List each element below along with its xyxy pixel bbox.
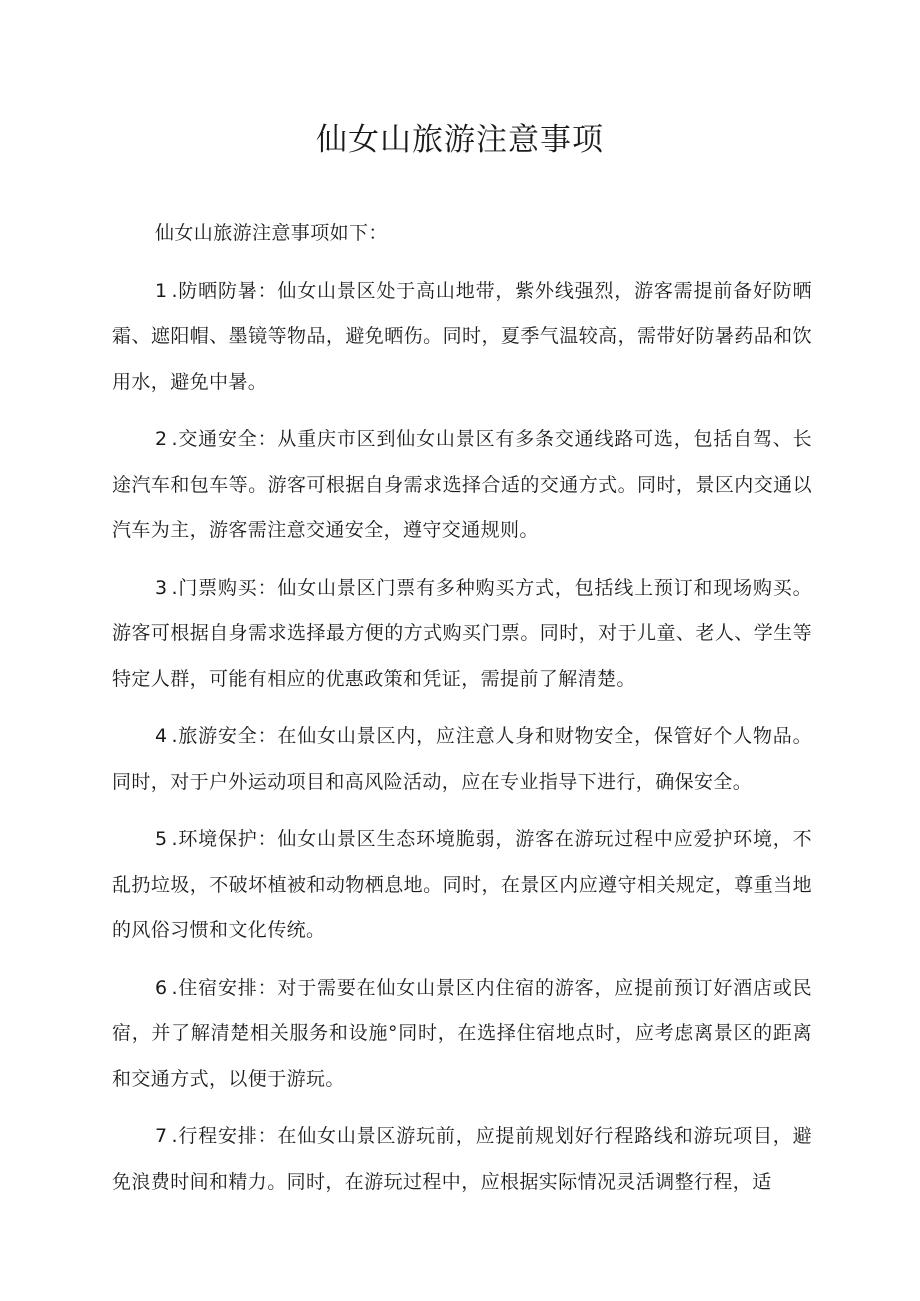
item-text: .交通安全：从重庆市区到仙女山景区有多条交通线路可选，包括自驾、长途汽车和包车等。游客可根据自身需求选择合适的交通方式。同时，景区内交通以汽车为主，游客需注意交通安全，遵守交通规则。 <box>112 428 812 541</box>
item-number: 6 <box>155 976 168 999</box>
list-item <box>112 714 812 805</box>
item-text: .门票购买：仙女山景区门票有多种购买方式，包括线上预订和现场购买。游客可根据自身需求选择最方便的方式购买门票。同时，对于儿童、老人、学生等特定人群，可能有相应的优惠政策和凭证，需提前了解清楚。 <box>112 576 812 690</box>
list-item <box>112 269 812 406</box>
item-text: .环境保护：仙女山景区生态环境脆弱，游客在游玩过程中应爱护环境，不乱扔垃圾，不破坏植被和动物栖息地。同时，在景区内应遵守相关规定，尊重当地的风俗习惯和文化传统。 <box>112 828 812 941</box>
list-item <box>112 817 812 954</box>
list-item <box>112 966 812 1103</box>
item-number: 5 <box>155 828 168 850</box>
item-text: .行程安排：在仙女山景区游玩前，应提前规划好行程路线和游玩项目，避免浪费时间和精力。同时，在游玩过程中，应根据实际情况灵活调整行程，适 <box>112 1125 812 1193</box>
list-item <box>112 417 812 554</box>
list-item <box>112 566 812 703</box>
item-text: .住宿安排：对于需要在仙女山景区内住宿的游客，应提前预订好酒店或民宿，并了解清楚相关服务和设施°同时，在选择住宿地点时，应考虑离景区的距离和交通方式，以便于游玩。 <box>112 976 812 1090</box>
item-text: .防晒防暑：仙女山景区处于高山地带，紫外线强烈，游客需提前备好防晒霜、遮阳帽、墨镜等物品，避免晒伤。同时，夏季气温较高，需带好防暑药品和饮用水，避免中暑。 <box>112 279 812 393</box>
list-item <box>112 1114 812 1205</box>
item-number: 3 <box>155 576 168 599</box>
intro-paragraph: 仙女山旅游注意事项如下： <box>155 222 388 244</box>
item-text: .旅游安全：在仙女山景区内，应注意人身和财物安全，保管好个人物品。同时，对于户外运动项目和高风险活动，应在专业指导下进行，确保安全。 <box>112 725 812 793</box>
document-title: 仙女山旅游注意事项 <box>316 122 604 158</box>
item-number: 2 <box>155 428 168 450</box>
item-number: 4 <box>155 725 168 747</box>
document-body <box>112 211 812 1217</box>
item-number: 7 <box>155 1125 168 1147</box>
item-number: 1 <box>155 279 168 302</box>
